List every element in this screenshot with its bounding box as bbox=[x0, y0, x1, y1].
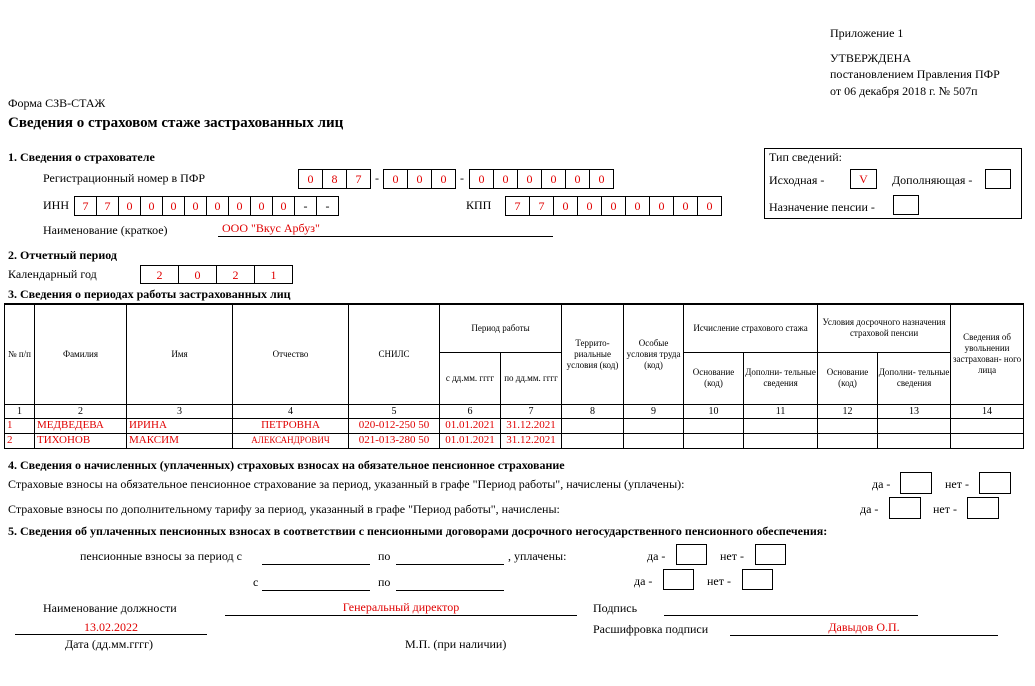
inn-digit-box[interactable]: 0 bbox=[272, 196, 295, 216]
approved-date: от 06 декабря 2018 г. № 507п bbox=[830, 84, 978, 98]
column-numbers-row bbox=[5, 404, 1024, 418]
s4-no-label-1: нет - bbox=[945, 477, 969, 491]
s5-paid-label: , уплачены: bbox=[508, 549, 567, 563]
reg2-digit-box[interactable]: 0 bbox=[383, 169, 408, 189]
decryption-value: Давыдов О.П. bbox=[828, 620, 900, 634]
initial-label: Исходная - bbox=[769, 173, 825, 187]
column-number: 6 bbox=[440, 404, 501, 418]
row-to: 31.12.2021 bbox=[501, 433, 562, 448]
inn-digit-box[interactable]: 0 bbox=[184, 196, 207, 216]
s5-by-label-2: по bbox=[378, 575, 391, 589]
s4-yes-label-2: да - bbox=[860, 502, 879, 516]
kpp-digit-box[interactable]: 7 bbox=[505, 196, 530, 216]
year-digit-box[interactable]: 2 bbox=[216, 265, 255, 284]
year-digit-box[interactable]: 2 bbox=[140, 265, 179, 284]
initial-checkbox[interactable]: V bbox=[850, 169, 877, 189]
work-periods-table bbox=[4, 303, 1024, 449]
row-from: 01.01.2021 bbox=[440, 433, 501, 448]
kpp-digit-box[interactable]: 0 bbox=[625, 196, 650, 216]
s5-no-checkbox-1[interactable] bbox=[755, 544, 786, 565]
table-row bbox=[5, 418, 1024, 433]
s5-no-label-2: нет - bbox=[707, 574, 731, 588]
s4-yes-label-1: да - bbox=[872, 477, 891, 491]
header-from: с дд.мм. гггг bbox=[440, 352, 501, 404]
inn-digit-box[interactable]: 7 bbox=[96, 196, 119, 216]
reg1-digit-box[interactable]: 8 bbox=[322, 169, 347, 189]
approved-label: УТВЕРЖДЕНА bbox=[830, 51, 912, 65]
inn-digit-box[interactable]: 7 bbox=[74, 196, 97, 216]
column-number: 11 bbox=[744, 404, 818, 418]
inn-label: ИНН bbox=[43, 198, 69, 212]
stamp-label: М.П. (при наличии) bbox=[405, 637, 507, 651]
reg-dash-2: - bbox=[460, 171, 464, 185]
kpp-digit-box[interactable]: 7 bbox=[529, 196, 554, 216]
row-patronymic: ПЕТРОВНА bbox=[233, 418, 349, 433]
header-early-basis: Основание (код) bbox=[818, 352, 878, 404]
header-calc-extra: Дополни- тельные сведения bbox=[744, 352, 818, 404]
page-title: Сведения о страховом стаже застрахованных лиц bbox=[8, 115, 344, 131]
header-patronymic: Отчество bbox=[233, 304, 349, 404]
header-dismissal: Сведения об увольнении застрахован- ного лица bbox=[951, 304, 1024, 404]
header-calc-basis: Основание (код) bbox=[684, 352, 744, 404]
pension-checkbox[interactable] bbox=[893, 195, 919, 215]
section5-title: 5. Сведения об уплаченных пенсионных взносах в соответствии с пенсионными договорами досрочного негосударственного пенсионного обеспечения: bbox=[8, 524, 828, 538]
inn-digit-box[interactable]: - bbox=[294, 196, 317, 216]
section3-title: 3. Сведения о периодах работы застрахованных лиц bbox=[8, 287, 291, 301]
kpp-digit-box[interactable]: 0 bbox=[577, 196, 602, 216]
section1-title: 1. Сведения о страхователе bbox=[8, 150, 155, 164]
header-territorial: Террито- риальные условия (код) bbox=[562, 304, 624, 404]
appendix-label: Приложение 1 bbox=[830, 26, 904, 40]
inn-digit-box[interactable]: 0 bbox=[118, 196, 141, 216]
column-number: 8 bbox=[562, 404, 624, 418]
s4-yes-checkbox-1[interactable] bbox=[900, 472, 932, 494]
row-num: 1 bbox=[5, 418, 35, 433]
reg1-digit-box[interactable]: 7 bbox=[346, 169, 371, 189]
s5-no-label-1: нет - bbox=[720, 549, 744, 563]
section2-title: 2. Отчетный период bbox=[8, 248, 117, 262]
year-label: Календарный год bbox=[8, 267, 97, 281]
header-period: Период работы bbox=[440, 304, 562, 352]
s5-line1-prefix: пенсионные взносы за период с bbox=[80, 549, 242, 563]
header-special: Особые условия труда (код) bbox=[624, 304, 684, 404]
date-label: Дата (дд.мм.гггг) bbox=[65, 637, 153, 651]
s5-from-field-1[interactable] bbox=[262, 550, 370, 565]
s4-no-checkbox-1[interactable] bbox=[979, 472, 1011, 494]
reg-number-label: Регистрационный номер в ПФР bbox=[43, 171, 205, 185]
additional-label: Дополняющая - bbox=[892, 173, 973, 187]
inn-digit-box[interactable]: 0 bbox=[162, 196, 185, 216]
column-number: 3 bbox=[127, 404, 233, 418]
header-to: по дд.мм. гггг bbox=[501, 352, 562, 404]
s5-no-checkbox-2[interactable] bbox=[742, 569, 773, 590]
table-row bbox=[5, 433, 1024, 448]
s5-from-field-2[interactable] bbox=[262, 576, 370, 591]
signature-label: Подпись bbox=[593, 601, 638, 615]
column-number: 7 bbox=[501, 404, 562, 418]
row-patronymic: АЛЕКСАНДРОВИЧ bbox=[233, 433, 349, 448]
reg3-digit-box[interactable]: 0 bbox=[493, 169, 518, 189]
header-calc: Исчисление страхового стажа bbox=[684, 304, 818, 352]
s5-yes-checkbox-1[interactable] bbox=[676, 544, 707, 565]
header-surname: Фамилия bbox=[35, 304, 127, 404]
row-from: 01.01.2021 bbox=[440, 418, 501, 433]
header-early-extra: Дополни- тельные сведения bbox=[878, 352, 951, 404]
s4-no-label-2: нет - bbox=[933, 502, 957, 516]
column-number: 5 bbox=[349, 404, 440, 418]
kpp-digit-box[interactable]: 0 bbox=[673, 196, 698, 216]
decryption-label: Расшифровка подписи bbox=[593, 622, 709, 636]
inn-digit-box[interactable]: 0 bbox=[250, 196, 273, 216]
section4-line1: Страховые взносы на обязательное пенсионное страхование за период, указанный в графе "Период работы", начислены (уплачены): bbox=[8, 477, 685, 491]
section4-title: 4. Сведения о начисленных (уплаченных) страховых взносах на обязательное пенсионное страхование bbox=[8, 458, 565, 472]
column-number: 9 bbox=[624, 404, 684, 418]
column-number: 1 bbox=[5, 404, 35, 418]
s5-by-label-1: по bbox=[378, 549, 391, 563]
header-snils: СНИЛС bbox=[349, 304, 440, 404]
reg-dash-1: - bbox=[375, 171, 379, 185]
header-early: Условия досрочного назначения страховой пенсии bbox=[818, 304, 951, 352]
reg2-digit-box[interactable]: 0 bbox=[407, 169, 432, 189]
row-snils: 021-013-280 50 bbox=[349, 433, 440, 448]
inn-digit-box[interactable]: - bbox=[316, 196, 339, 216]
column-number: 2 bbox=[35, 404, 127, 418]
reg3-digit-box[interactable]: 0 bbox=[541, 169, 566, 189]
kpp-digit-box[interactable]: 0 bbox=[553, 196, 578, 216]
kpp-digit-box[interactable]: 0 bbox=[697, 196, 722, 216]
inn-digit-box[interactable]: 0 bbox=[140, 196, 163, 216]
signature-line[interactable] bbox=[664, 601, 918, 616]
inn-digit-box[interactable]: 0 bbox=[228, 196, 251, 216]
position-label: Наименование должности bbox=[43, 601, 177, 615]
header-num: № п/п bbox=[5, 304, 35, 404]
s5-to-field-1[interactable] bbox=[396, 550, 504, 565]
s5-from-label-2: с bbox=[253, 575, 259, 589]
form-name: Форма СЗВ-СТАЖ bbox=[8, 96, 106, 110]
org-name-label: Наименование (краткое) bbox=[43, 223, 168, 237]
row-to: 31.12.2021 bbox=[501, 418, 562, 433]
row-num: 2 bbox=[5, 433, 35, 448]
row-surname: МЕДВЕДЕВА bbox=[35, 418, 127, 433]
reg3-digit-box[interactable]: 0 bbox=[517, 169, 542, 189]
s5-to-field-2[interactable] bbox=[396, 576, 504, 591]
year-digit-box[interactable]: 0 bbox=[178, 265, 217, 284]
kpp-digit-box[interactable]: 0 bbox=[649, 196, 674, 216]
header-name: Имя bbox=[127, 304, 233, 404]
row-snils: 020-012-250 50 bbox=[349, 418, 440, 433]
info-type-title: Тип сведений: bbox=[769, 150, 842, 164]
reg3-digit-box[interactable]: 0 bbox=[469, 169, 494, 189]
position-value: Генеральный директор bbox=[342, 600, 460, 614]
s5-yes-checkbox-2[interactable] bbox=[663, 569, 694, 590]
column-number: 14 bbox=[951, 404, 1024, 418]
additional-checkbox[interactable] bbox=[985, 169, 1011, 189]
s4-no-checkbox-2[interactable] bbox=[967, 497, 999, 519]
s4-yes-checkbox-2[interactable] bbox=[889, 497, 921, 519]
column-number: 4 bbox=[233, 404, 349, 418]
org-name-value: ООО "Вкус Арбуз" bbox=[222, 221, 320, 235]
s5-yes-label-2: да - bbox=[634, 574, 653, 588]
reg1-digit-box[interactable]: 0 bbox=[298, 169, 323, 189]
reg2-digit-box[interactable]: 0 bbox=[431, 169, 456, 189]
column-number: 10 bbox=[684, 404, 744, 418]
date-value: 13.02.2022 bbox=[84, 620, 138, 634]
kpp-label: КПП bbox=[466, 198, 492, 212]
kpp-digit-box[interactable]: 0 bbox=[601, 196, 626, 216]
approved-by: постановлением Правления ПФР bbox=[830, 67, 1000, 81]
column-number: 13 bbox=[878, 404, 951, 418]
row-name: ИРИНА bbox=[127, 418, 233, 433]
reg3-digit-box[interactable]: 0 bbox=[565, 169, 590, 189]
pension-label: Назначение пенсии - bbox=[769, 200, 875, 214]
inn-digit-box[interactable]: 0 bbox=[206, 196, 229, 216]
year-digit-box[interactable]: 1 bbox=[254, 265, 293, 284]
row-name: МАКСИМ bbox=[127, 433, 233, 448]
column-number: 12 bbox=[818, 404, 878, 418]
reg3-digit-box[interactable]: 0 bbox=[589, 169, 614, 189]
s5-yes-label-1: да - bbox=[647, 549, 666, 563]
section4-line2: Страховые взносы по дополнительному тарифу за период, указанный в графе "Период работы", начислены: bbox=[8, 502, 560, 516]
row-surname: ТИХОНОВ bbox=[35, 433, 127, 448]
